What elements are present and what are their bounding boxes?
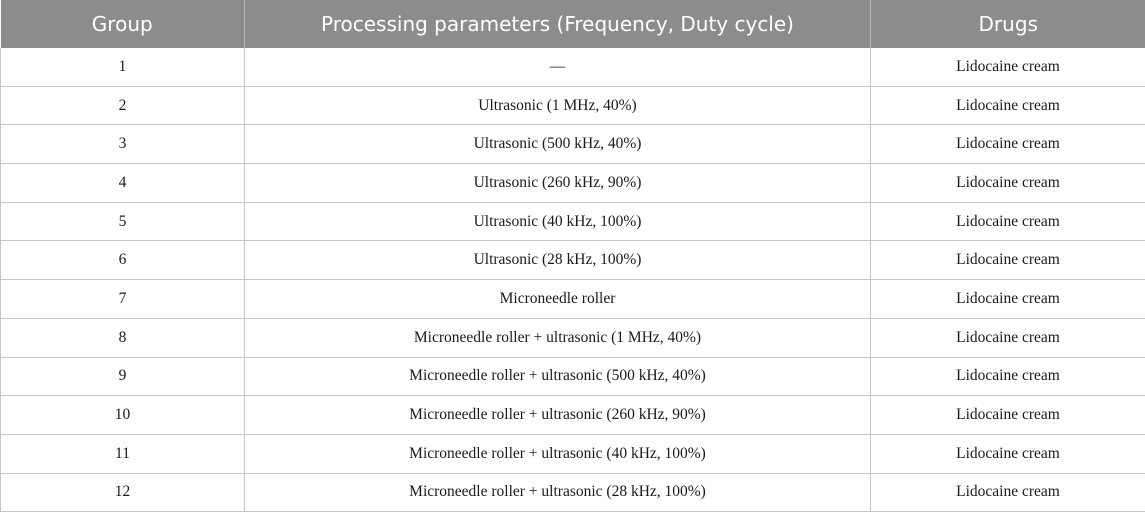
cell-drugs: Lidocaine cream xyxy=(871,48,1145,86)
table-row xyxy=(1,241,1145,280)
cell-processing-parameters: — xyxy=(245,48,871,86)
table-row xyxy=(1,125,1145,164)
cell-drugs: Lidocaine cream xyxy=(871,125,1145,164)
cell-group: 11 xyxy=(1,434,245,473)
header-drugs: Drugs xyxy=(871,0,1145,48)
cell-group: 3 xyxy=(1,125,245,164)
header-processing-parameters: Processing parameters (Frequency, Duty cycle) xyxy=(245,0,871,48)
cell-processing-parameters: Ultrasonic (40 kHz, 100%) xyxy=(245,202,871,241)
table-row xyxy=(1,86,1145,125)
table-row xyxy=(1,48,1145,86)
table-row xyxy=(1,396,1145,435)
table-row xyxy=(1,164,1145,203)
cell-group: 1 xyxy=(1,48,245,86)
cell-group: 9 xyxy=(1,357,245,396)
table-row xyxy=(1,280,1145,319)
cell-group: 4 xyxy=(1,164,245,203)
cell-processing-parameters: Ultrasonic (1 MHz, 40%) xyxy=(245,86,871,125)
cell-drugs: Lidocaine cream xyxy=(871,280,1145,319)
cell-group: 12 xyxy=(1,473,245,512)
cell-processing-parameters: Microneedle roller + ultrasonic (500 kHz, 40%) xyxy=(245,357,871,396)
table-row xyxy=(1,357,1145,396)
table-body xyxy=(1,48,1145,512)
cell-processing-parameters: Microneedle roller + ultrasonic (28 kHz, 100%) xyxy=(245,473,871,512)
cell-drugs: Lidocaine cream xyxy=(871,164,1145,203)
table-row xyxy=(1,202,1145,241)
table-row xyxy=(1,473,1145,512)
cell-processing-parameters: Microneedle roller + ultrasonic (1 MHz, 40%) xyxy=(245,318,871,357)
cell-drugs: Lidocaine cream xyxy=(871,396,1145,435)
cell-processing-parameters: Ultrasonic (500 kHz, 40%) xyxy=(245,125,871,164)
cell-group: 6 xyxy=(1,241,245,280)
cell-processing-parameters: Microneedle roller + ultrasonic (40 kHz, 100%) xyxy=(245,434,871,473)
header-row xyxy=(1,0,1145,48)
table-row xyxy=(1,434,1145,473)
cell-drugs: Lidocaine cream xyxy=(871,473,1145,512)
cell-drugs: Lidocaine cream xyxy=(871,202,1145,241)
cell-drugs: Lidocaine cream xyxy=(871,357,1145,396)
cell-group: 7 xyxy=(1,280,245,319)
cell-group: 10 xyxy=(1,396,245,435)
cell-processing-parameters: Ultrasonic (260 kHz, 90%) xyxy=(245,164,871,203)
cell-group: 2 xyxy=(1,86,245,125)
table-header xyxy=(1,0,1145,48)
header-group: Group xyxy=(1,0,245,48)
cell-group: 5 xyxy=(1,202,245,241)
cell-processing-parameters: Microneedle roller xyxy=(245,280,871,319)
cell-group: 8 xyxy=(1,318,245,357)
table-row xyxy=(1,318,1145,357)
cell-drugs: Lidocaine cream xyxy=(871,86,1145,125)
cell-drugs: Lidocaine cream xyxy=(871,318,1145,357)
cell-drugs: Lidocaine cream xyxy=(871,241,1145,280)
cell-processing-parameters: Ultrasonic (28 kHz, 100%) xyxy=(245,241,871,280)
cell-processing-parameters: Microneedle roller + ultrasonic (260 kHz, 90%) xyxy=(245,396,871,435)
cell-drugs: Lidocaine cream xyxy=(871,434,1145,473)
